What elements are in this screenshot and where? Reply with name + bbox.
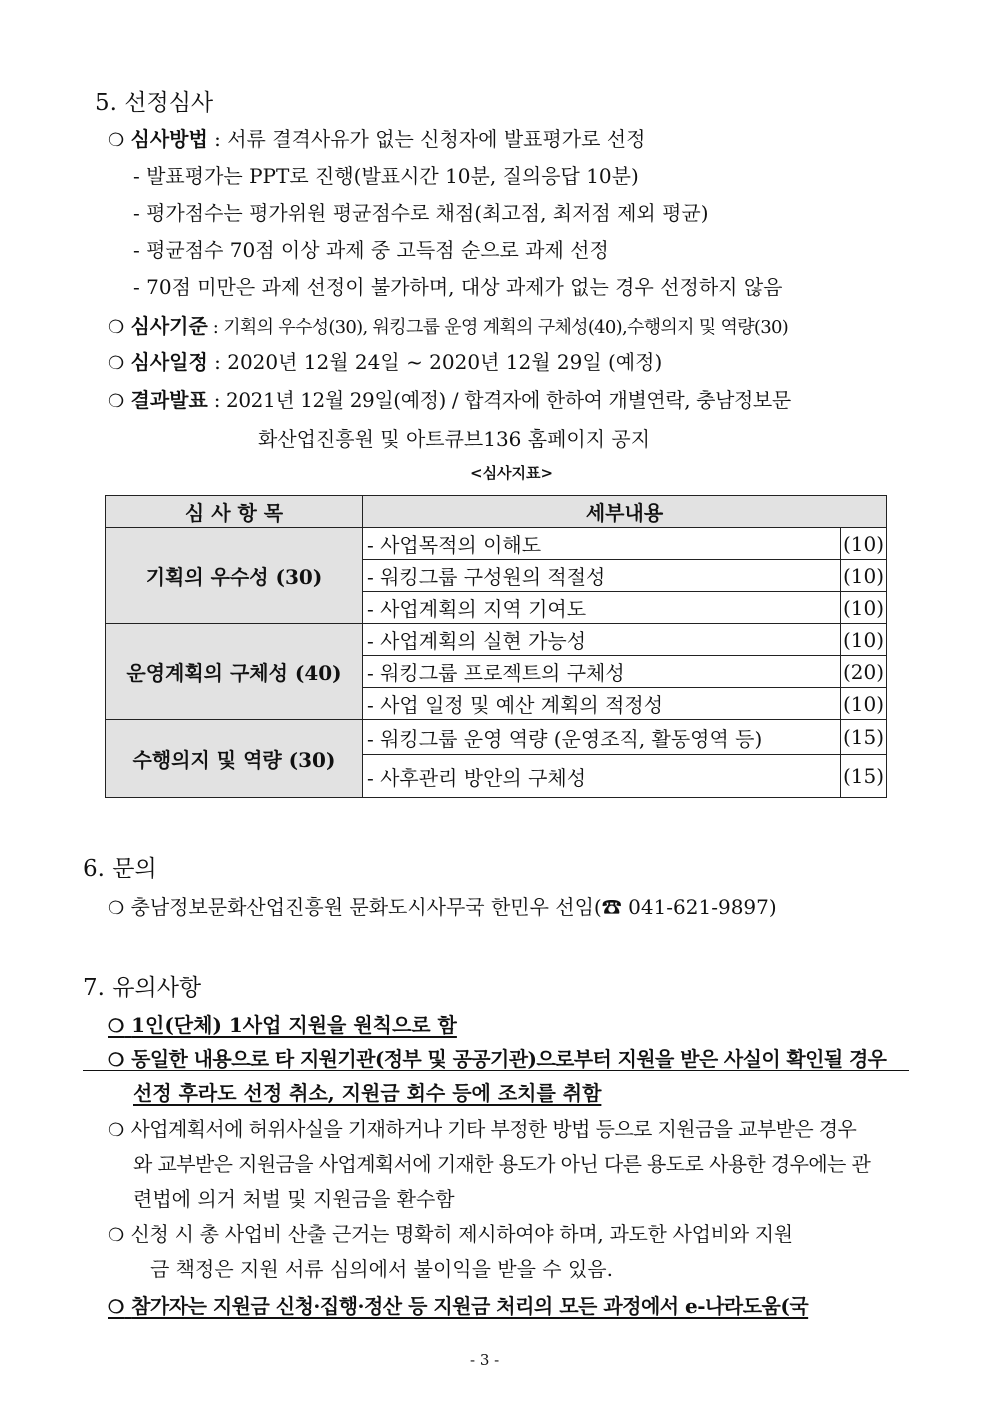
contact-text: 충남정보문화산업진흥원 문화도시사무국 한민우 선임( <box>130 895 602 919</box>
item-cell: - 사업계획의 지역 기여도 <box>363 592 841 624</box>
schedule-label: 심사일정 <box>130 350 208 374</box>
points-cell: (20) <box>840 656 886 688</box>
result-label: 결과발표 <box>130 388 208 412</box>
item-cell: - 워킹그룹 운영 역량 (운영조직, 활동영역 등) <box>363 720 841 755</box>
contact-number: 041-621-9897) <box>621 895 777 919</box>
contact-line <box>108 891 777 920</box>
category-cell: 기획의 우수성 (30) <box>106 528 363 624</box>
item-cell: - 워킹그룹 구성원의 적절성 <box>363 560 841 592</box>
table-caption: <심사지표> <box>470 464 554 482</box>
note-item: ❍ 참가자는 지원금 신청·집행·정산 등 지원금 처리의 모든 과정에서 e-나라도움(국 <box>108 1294 809 1318</box>
method-item: - 발표평가는 PPT로 진행(발표시간 10분, 질의응답 10분) <box>133 164 639 188</box>
section-5-title: 5. 선정심사 <box>95 90 214 116</box>
bullet-icon: ❍ <box>108 317 125 338</box>
header-detail: 세부내용 <box>363 496 887 528</box>
method-item: - 평가점수는 평가위원 평균점수로 채점(최고점, 최저점 제외 평균) <box>133 201 709 225</box>
note-item: ❍ 사업계획서에 허위사실을 기재하거나 기타 부정한 방법 등으로 지원금을 교부받은 경우 <box>108 1117 857 1141</box>
result-text: : 2021년 12월 29일(예정) / 합격자에 한하여 개별연락, 충남정보문 <box>207 388 791 412</box>
schedule-text: : 2020년 12월 24일 ~ 2020년 12월 29일 (예정) <box>207 350 663 374</box>
note-item: ❍ 1인(단체) 1사업 지원을 원칙으로 함 <box>108 1013 457 1037</box>
criteria-line <box>108 310 788 339</box>
bullet-icon: ❍ <box>108 1050 125 1071</box>
method-item: - 70점 미만은 과제 선정이 불가하며, 대상 과제가 없는 경우 선정하지 않음 <box>133 275 783 299</box>
item-cell: - 사후관리 방안의 구체성 <box>363 755 841 798</box>
category-cell: 운영계획의 구체성 (40) <box>106 624 363 720</box>
points-cell: (15) <box>840 755 886 798</box>
schedule-line <box>108 346 662 375</box>
page-number: - 3 - <box>470 1351 500 1369</box>
criteria-text: : 기획의 우수성(30), 워킹그룹 운영 계획의 구체성(40),수행의지 및 역량(30) <box>207 317 789 338</box>
note-item-continued: 금 책정은 지원 서류 심의에서 불이익을 받을 수 있음. <box>150 1257 613 1281</box>
bullet-icon: ❍ <box>108 1120 125 1141</box>
note-item-continued: 선정 후라도 선정 취소, 지원금 회수 등에 조치를 취함 <box>133 1081 602 1105</box>
header-category: 심 사 항 목 <box>106 496 363 528</box>
category-cell: 수행의지 및 역량 (30) <box>106 720 363 798</box>
bullet-icon: ❍ <box>108 130 125 151</box>
note-item: ❍ 신청 시 총 사업비 산출 근거는 명확히 제시하여야 하며, 과도한 사업비와 지원 <box>108 1222 793 1246</box>
phone-icon: ☎ <box>601 895 622 919</box>
result-line <box>108 384 791 413</box>
criteria-label: 심사기준 <box>130 314 208 338</box>
points-cell: (10) <box>840 560 886 592</box>
score-table <box>105 495 887 798</box>
underline-divider <box>83 1070 909 1071</box>
section-7-title: 7. 유의사항 <box>83 975 202 1001</box>
bullet-icon: ❍ <box>108 1225 125 1246</box>
table-row <box>106 624 887 656</box>
points-cell: (10) <box>840 688 886 720</box>
bullet-icon: ❍ <box>108 391 125 412</box>
points-cell: (10) <box>840 624 886 656</box>
points-cell: (15) <box>840 720 886 755</box>
section-6-title: 6. 문의 <box>83 856 157 882</box>
note-item-continued: 와 교부받은 지원금을 사업계획서에 기재한 용도가 아닌 다른 용도로 사용한 경우에는 관 <box>133 1152 871 1176</box>
bullet-icon: ❍ <box>108 898 125 919</box>
item-cell: - 워킹그룹 프로젝트의 구체성 <box>363 656 841 688</box>
table-header-row <box>106 496 887 528</box>
bullet-icon: ❍ <box>108 1016 125 1037</box>
item-cell: - 사업계획의 실현 가능성 <box>363 624 841 656</box>
table-row <box>106 528 887 560</box>
method-text: : 서류 결격사유가 없는 신청자에 발표평가로 선정 <box>207 127 646 151</box>
item-cell: - 사업목적의 이해도 <box>363 528 841 560</box>
method-item: - 평균점수 70점 이상 과제 중 고득점 순으로 과제 선정 <box>133 238 609 262</box>
result-text-continued: 화산업진흥원 및 아트큐브136 홈페이지 공지 <box>258 427 651 451</box>
item-cell: - 사업 일정 및 예산 계획의 적정성 <box>363 688 841 720</box>
points-cell: (10) <box>840 592 886 624</box>
bullet-icon: ❍ <box>108 353 125 374</box>
points-cell: (10) <box>840 528 886 560</box>
note-item-continued: 련법에 의거 처벌 및 지원금을 환수함 <box>133 1187 455 1211</box>
bullet-icon: ❍ <box>108 1297 125 1318</box>
note-item: ❍ 동일한 내용으로 타 지원기관(정부 및 공공기관)으로부터 지원을 받은 사실이 확인될 경우 <box>108 1047 887 1071</box>
method-line <box>108 123 645 152</box>
method-label: 심사방법 <box>130 127 208 151</box>
table-row <box>106 720 887 755</box>
